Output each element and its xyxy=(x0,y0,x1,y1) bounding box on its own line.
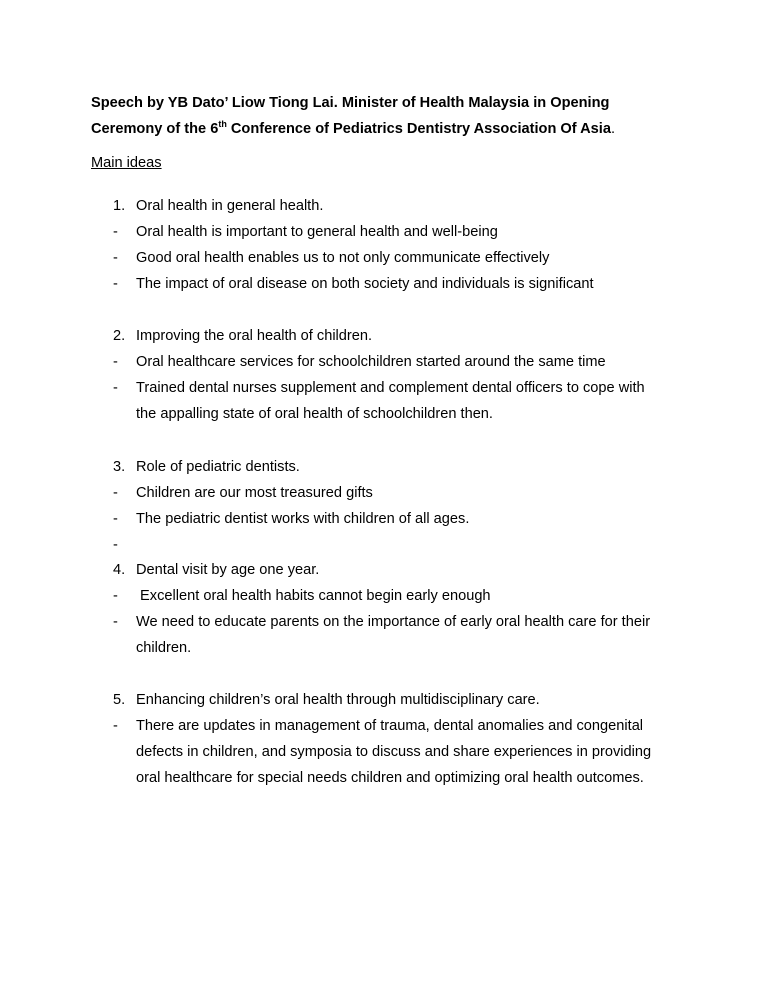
title-line-1: Speech by YB Dato’ Liow Tiong Lai. Minister of Health Malaysia in Opening xyxy=(91,95,610,111)
item-marker: 1. xyxy=(113,198,126,214)
item-marker: - xyxy=(113,511,118,527)
item-text: children. xyxy=(136,640,192,656)
item-text: Children are our most treasured gifts xyxy=(136,485,373,501)
item-text: Oral health in general health. xyxy=(136,198,324,214)
item-marker: - xyxy=(113,224,118,240)
item-text: Improving the oral health of children. xyxy=(136,328,373,344)
item-text: Oral health is important to general health and well-being xyxy=(136,224,498,240)
item-text: Enhancing children’s oral health through multidisciplinary care. xyxy=(136,692,540,708)
item-marker: - xyxy=(113,537,118,553)
item-marker: 5. xyxy=(113,692,126,708)
item-marker: - xyxy=(113,614,118,630)
item-marker: - xyxy=(113,380,118,396)
title-line-2-end: Conference of Pediatrics Dentistry Association Of Asia xyxy=(226,121,611,137)
item-text: Good oral health enables us to not only communicate effectively xyxy=(136,250,550,266)
document-title xyxy=(91,90,711,142)
item-marker: 4. xyxy=(113,562,126,578)
title-ordinal-suffix: th xyxy=(218,119,227,130)
item-text: Trained dental nurses supplement and complement dental officers to cope with xyxy=(136,380,645,396)
item-marker: - xyxy=(113,276,118,292)
item-marker: - xyxy=(113,354,118,370)
item-marker: 3. xyxy=(113,459,126,475)
item-text: Excellent oral health habits cannot begin early enough xyxy=(136,588,491,604)
item-marker: - xyxy=(113,250,118,266)
title-line-2-start: Ceremony of the 6 xyxy=(91,121,219,137)
item-text: oral healthcare for special needs children and optimizing oral health outcomes. xyxy=(136,770,644,786)
item-marker: - xyxy=(113,718,118,734)
item-text: There are updates in management of trauma, dental anomalies and congenital xyxy=(136,718,644,734)
item-text: The pediatric dentist works with children of all ages. xyxy=(136,511,470,527)
section-heading: Main ideas xyxy=(91,155,162,171)
item-text: Dental visit by age one year. xyxy=(136,562,320,578)
item-marker: - xyxy=(113,588,118,604)
item-marker: - xyxy=(113,485,118,501)
item-text: We need to educate parents on the importance of early oral health care for their xyxy=(136,614,651,630)
item-text: Oral healthcare services for schoolchildren started around the same time xyxy=(136,354,606,370)
item-text: defects in children, and symposia to discuss and share experiences in providing xyxy=(136,744,652,760)
item-text: Role of pediatric dentists. xyxy=(136,459,300,475)
item-text: The impact of oral disease on both society and individuals is significant xyxy=(136,276,594,292)
title-period: . xyxy=(610,121,616,137)
item-text: the appalling state of oral health of schoolchildren then. xyxy=(136,406,493,422)
item-marker: 2. xyxy=(113,328,126,344)
